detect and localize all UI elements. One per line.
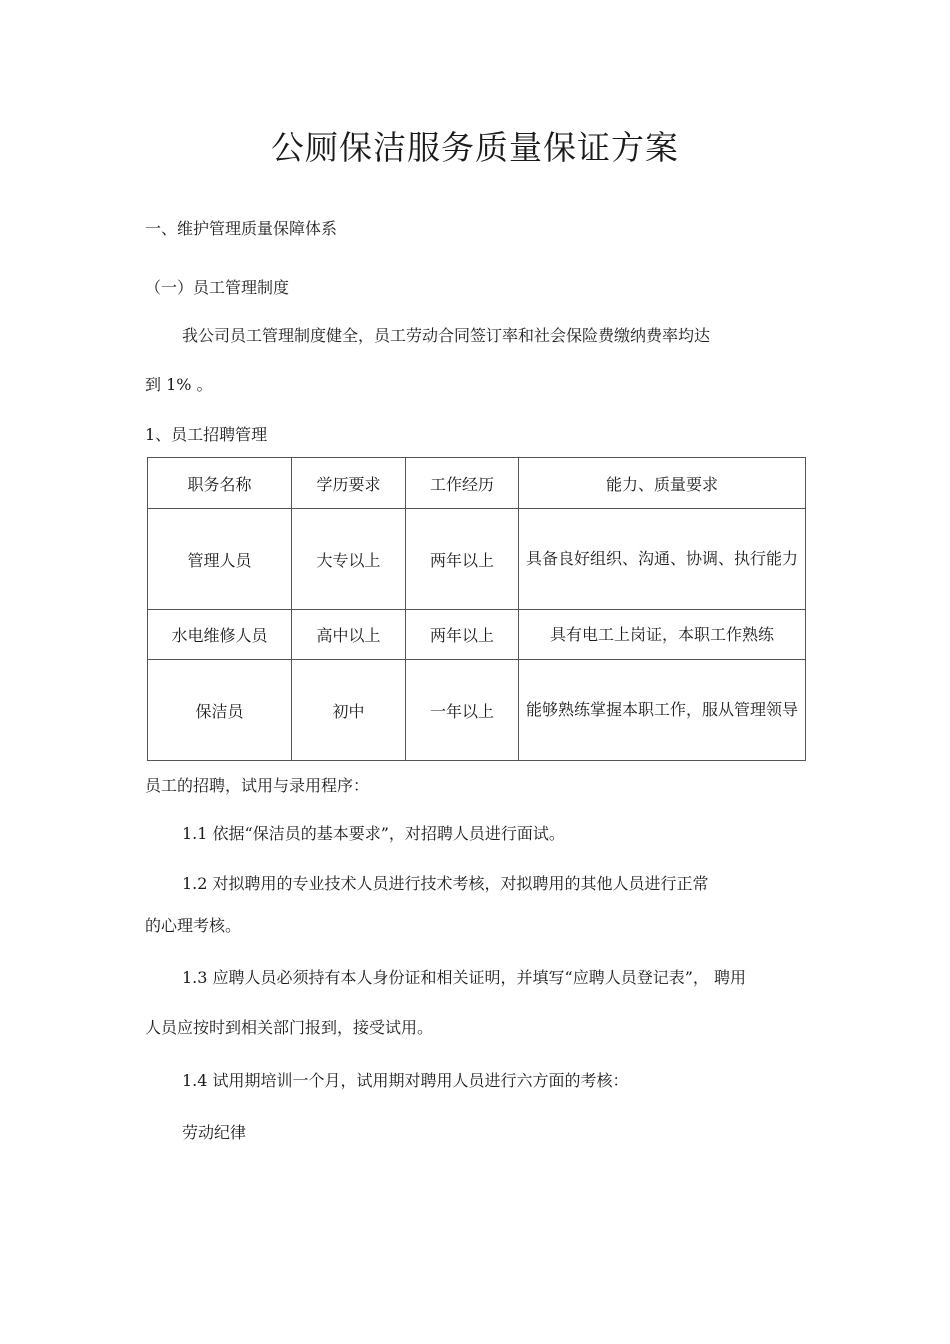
table-cell: 高中以上	[292, 610, 406, 660]
recruitment-requirements-table	[147, 457, 806, 761]
table-cell: 两年以上	[406, 610, 519, 660]
table-header-cell: 职务名称	[148, 458, 292, 509]
table-row	[148, 509, 806, 610]
assessment-item-labor-discipline: 劳动纪律	[182, 1123, 247, 1142]
table-cell: 保洁员	[148, 660, 292, 761]
table-header-cell: 工作经历	[406, 458, 519, 509]
table-row	[148, 610, 806, 660]
table-row	[148, 660, 806, 761]
paragraph-intro-line1: 我公司员工管理制度健全，员工劳动合同签订率和社会保险费缴纳费率均达	[182, 326, 711, 345]
table-cell: 具有电工上岗证，本职工作熟练	[519, 610, 806, 660]
paragraph-1-3-line1: 1.3 应聘人员必须持有本人身份证和相关证明，并填写“应聘人员登记表”， 聘用	[182, 968, 746, 987]
table-cell: 水电维修人员	[148, 610, 292, 660]
subsection-heading-staff-management: （一）员工管理制度	[145, 278, 290, 297]
table-header-cell: 学历要求	[292, 458, 406, 509]
paragraph-1-2-line1: 1.2 对拟聘用的专业技术人员进行技术考核，对拟聘用的其他人员进行正常	[182, 874, 709, 893]
page-title: 公厕保洁服务质量保证方案	[271, 128, 679, 167]
procedure-heading: 员工的招聘，试用与录用程序：	[145, 776, 370, 795]
paragraph-intro-line2: 到 1% 。	[145, 375, 213, 394]
paragraph-1-3-line2: 人员应按时到相关部门报到，接受试用。	[145, 1018, 434, 1037]
paragraph-1-2-line2: 的心理考核。	[145, 916, 242, 935]
table-cell: 一年以上	[406, 660, 519, 761]
paragraph-1-4: 1.4 试用期培训一个月，试用期对聘用人员进行六方面的考核：	[182, 1071, 629, 1090]
item-heading-recruitment: 1、员工招聘管理	[145, 425, 268, 444]
table-cell: 两年以上	[406, 509, 519, 610]
table-cell: 大专以上	[292, 509, 406, 610]
section-heading-1: 一、维护管理质量保障体系	[145, 219, 338, 238]
table-header-cell: 能力、质量要求	[519, 458, 806, 509]
paragraph-1-1: 1.1 依据“保洁员的基本要求”，对招聘人员进行面试。	[182, 824, 565, 843]
table-cell: 具备良好组织、沟通、协调、执行能力	[519, 509, 806, 610]
table-cell: 管理人员	[148, 509, 292, 610]
table-cell: 初中	[292, 660, 406, 761]
table-cell: 能够熟练掌握本职工作，服从管理领导	[519, 660, 806, 761]
table-header-row	[148, 458, 806, 509]
